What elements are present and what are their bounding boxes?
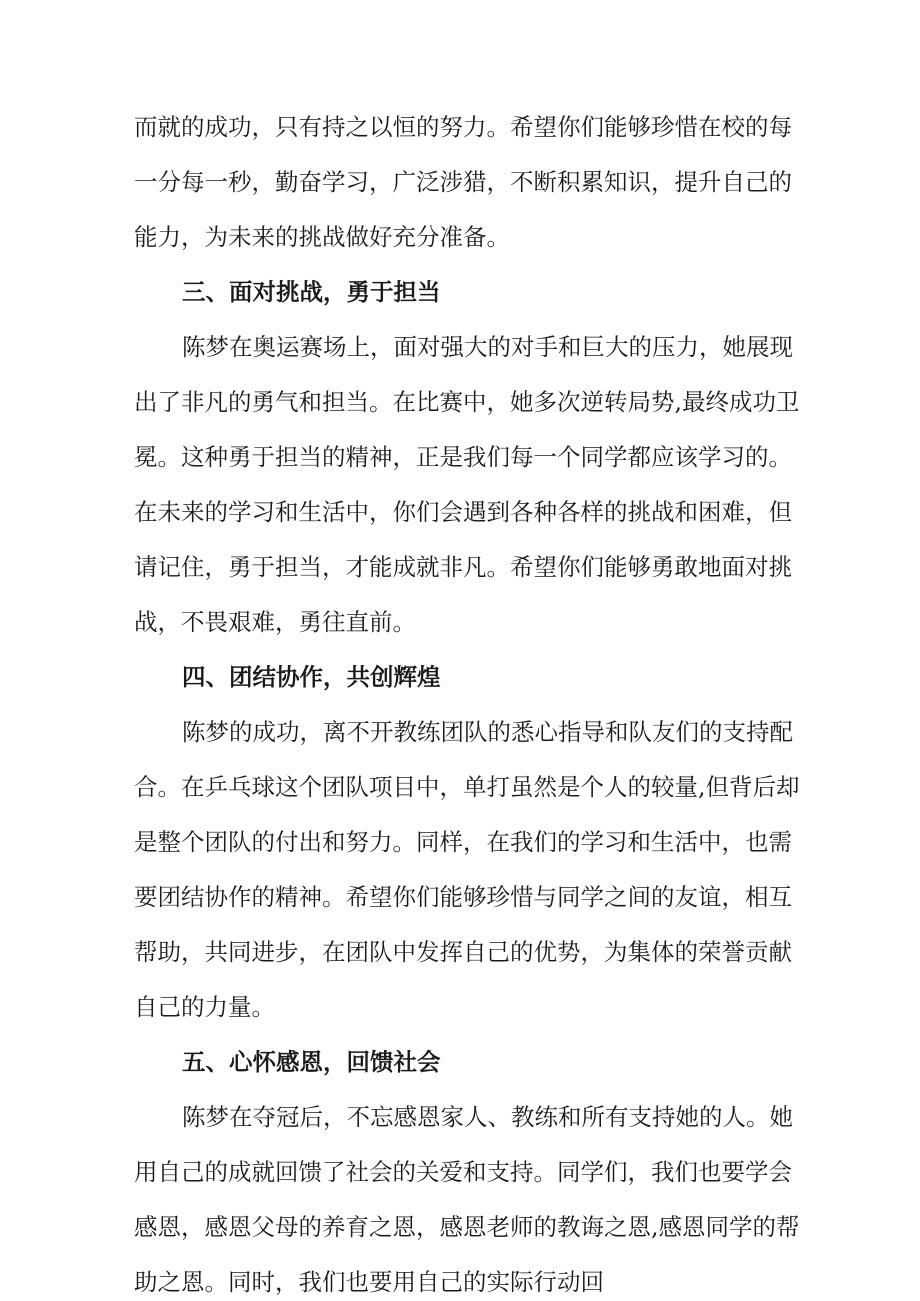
text-line: 请记住，勇于担当，才能成就非凡。希望你们能够勇敢地面对挑: [134, 553, 792, 581]
paragraph-continuation: [134, 108, 794, 256]
text-line: 自己的力量。: [134, 993, 275, 1021]
text-line: 要团结协作的精神。希望你们能够珍惜与同学之间的友谊，相互: [134, 883, 792, 911]
text-line: 合。在乒乓球这个团队项目中，单打虽然是个人的较量,但背后却: [134, 773, 800, 801]
section-heading-3: [134, 273, 794, 311]
heading-text: 五、心怀感恩，回馈社会: [182, 1048, 441, 1076]
text-line: 而就的成功，只有持之以恒的努力。希望你们能够珍惜在校的每: [134, 113, 792, 141]
text-line: 冕。这种勇于担当的精神，正是我们每一个同学都应该学习的。: [134, 443, 792, 471]
paragraph-section-5: [134, 1098, 800, 1301]
text-line: 感恩，感恩父母的养育之恩，感恩老师的教诲之恩,感恩同学的帮: [134, 1213, 800, 1241]
text-line: 一分每一秒，勤奋学习，广泛涉猎，不断积累知识，提升自己的: [134, 168, 792, 196]
text-line: 助之恩。同时，我们也要用自己的实际行动回: [134, 1268, 604, 1296]
text-line: 能力，为未来的挑战做好充分准备。: [134, 223, 510, 251]
text-line: 在未来的学习和生活中，你们会遇到各种各样的挑战和困难，但: [134, 498, 792, 526]
text-line: 陈梦的成功，离不开教练团队的悉心指导和队友们的支持配: [182, 718, 793, 746]
text-line: 陈梦在奥运赛场上，面对强大的对手和巨大的压力，她展现: [182, 333, 793, 361]
text-line: 用自己的成就回馈了社会的关爱和支持。同学们，我们也要学会: [134, 1158, 792, 1186]
text-line: 陈梦在夺冠后，不忘感恩家人、教练和所有支持她的人。她: [182, 1103, 793, 1131]
document-body: [134, 108, 800, 1301]
heading-text: 三、面对挑战，勇于担当: [182, 278, 441, 306]
text-line: 战，不畏艰难，勇往直前。: [134, 608, 416, 636]
section-heading-4: [134, 658, 794, 696]
paragraph-section-3: [134, 328, 800, 641]
section-heading-5: [134, 1043, 794, 1081]
text-line: 帮助，共同进步，在团队中发挥自己的优势，为集体的荣誉贡献: [134, 938, 792, 966]
text-line: 出了非凡的勇气和担当。在比赛中，她多次逆转局势,最终成功卫: [134, 388, 800, 416]
text-line: 是整个团队的付出和努力。同样，在我们的学习和生活中，也需: [134, 828, 792, 856]
heading-text: 四、团结协作，共创辉煌: [182, 663, 441, 691]
paragraph-section-4: [134, 713, 800, 1026]
